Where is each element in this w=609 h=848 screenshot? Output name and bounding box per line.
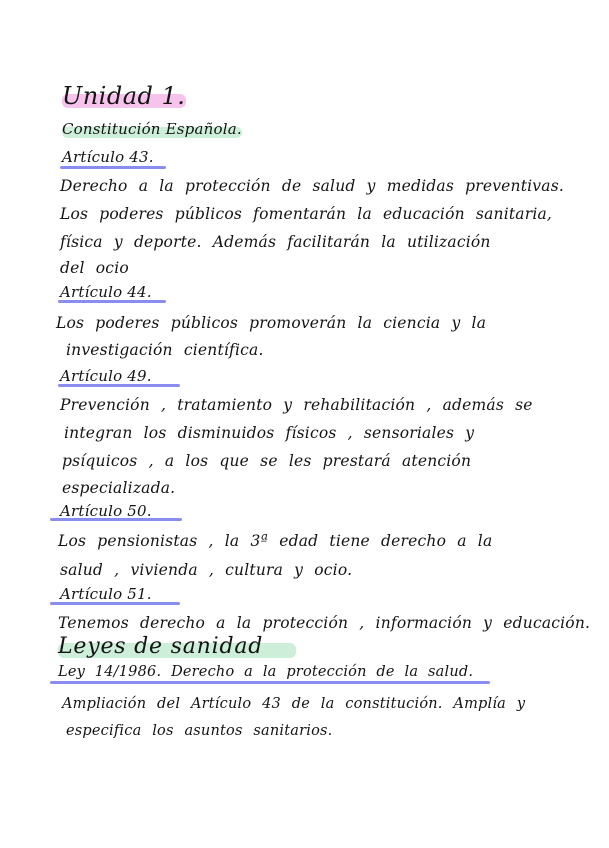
article-43-line-2: Los poderes públicos fomentarán la educación sanitaria, [60, 205, 553, 223]
law-heading: Ley 14/1986. Derecho a la protección de la salud. [58, 664, 474, 680]
article-43-line-3: física y deporte. Además facilitarán la utilización [60, 233, 491, 251]
law-line-2: especifica los asuntos sanitarios. [66, 723, 333, 739]
article-49-heading: Artículo 49. [60, 367, 152, 385]
article-50-line-1: Los pensionistas , la 3ª edad tiene derecho a la [58, 532, 493, 550]
article-51-heading: Artículo 51. [60, 585, 152, 603]
article-50-line-2: salud , vivienda , cultura y ocio. [60, 561, 353, 579]
law-heading-underline [50, 681, 490, 684]
laws-title: Leyes de sanidad [58, 634, 264, 659]
article-44-heading: Artículo 44. [60, 283, 152, 301]
article-49-line-1: Prevención , tratamiento y rehabilitación , además se [60, 396, 533, 414]
article-49-line-3: psíquicos , a los que se les prestará atención [62, 452, 472, 470]
unit-subtitle: Constitución Española. [62, 120, 242, 138]
article-49-line-4: especializada. [62, 479, 176, 497]
law-line-1: Ampliación del Artículo 43 de la constitución. Amplía y [62, 696, 526, 712]
article-44-line-1: Los poderes públicos promoverán la ciencia y la [56, 314, 487, 332]
article-43-underline [60, 166, 166, 169]
article-43-line-1: Derecho a la protección de salud y medidas preventivas. [60, 177, 564, 195]
article-43-heading: Artículo 43. [62, 148, 154, 166]
article-49-line-2: integran los disminuidos físicos , sensoriales y [64, 424, 475, 442]
article-50-heading: Artículo 50. [60, 502, 152, 520]
article-43-line-4: del ocio [60, 259, 129, 277]
article-44-line-2: investigación científica. [66, 341, 264, 359]
article-51-line-1: Tenemos derecho a la protección , información y educación. [58, 614, 591, 632]
unit-title: Unidad 1. [62, 82, 186, 110]
